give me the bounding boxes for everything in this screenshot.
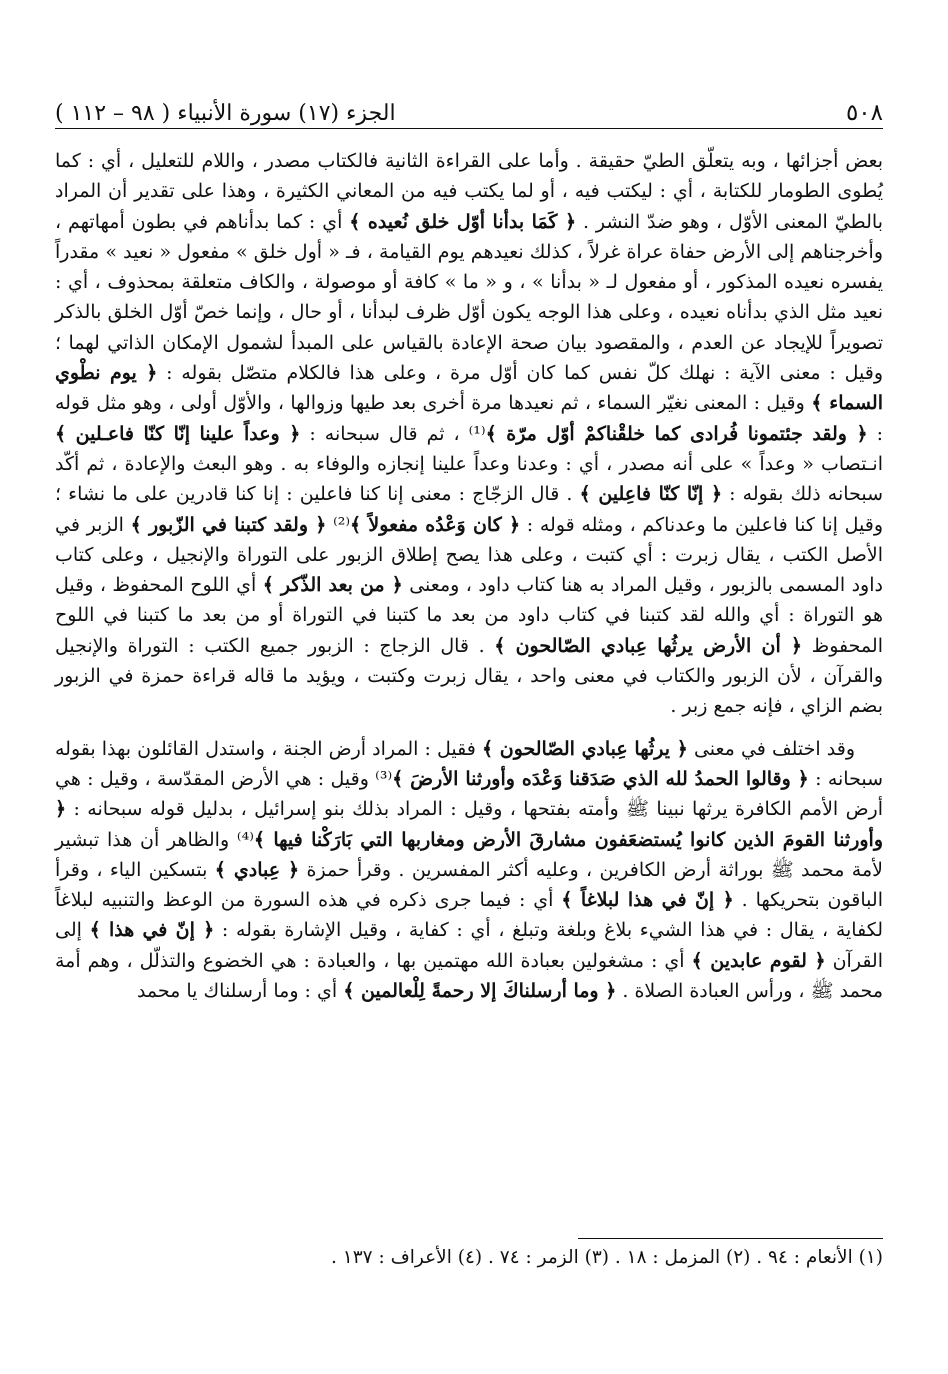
text-run: الزبر في الأصل الكتب ، يقال زبرت : أي كتبت ، وعلى هذا يصح إطلاق الزبور على التوراة والإنجيل ، وعلى كتاب داود المسمى بالزبور ، وقيل المراد به هنا كتاب داود ، ومعنى bbox=[55, 513, 883, 597]
quran-verse: ﴿ إنّا كنّا فاعِلين ﴾ bbox=[579, 483, 723, 506]
paragraph-2 bbox=[55, 734, 883, 1007]
text-run: بتسكين الياء ، وقرأ الباقون بتحريكها . bbox=[55, 858, 883, 912]
quran-verse: ﴿ كَمَا بدأنا أوّل خلق نُعيده ﴾ bbox=[349, 210, 577, 233]
quran-verse: ﴿ ولقد كتبنا في الزّبور ﴾ bbox=[130, 513, 327, 536]
quran-verse: ﴿ ولقد جئتمونا فُرادى كما خلقْناكمْ أوّل مرّة ﴾ bbox=[485, 422, 868, 445]
text-run: . قال الزجاج : الزبور جميع الكتب : التوراة والإنجيل والقرآن ، لأن الزبور والكتاب في معنى واحد ، يقال زبرت وكتبت ، ويؤيد ما قاله قراءة حمزة في الزبور بضم الزاي ، فإنه جمع زبر . bbox=[55, 634, 883, 718]
page-header bbox=[55, 92, 883, 126]
page-number: ٥٠٨ bbox=[845, 100, 883, 126]
quran-verse: ﴿ يرثُها عِبادي الصّالحون ﴾ bbox=[481, 737, 688, 760]
quran-verse: ﴿ كان وَعْدُه مفعولاً ﴾ bbox=[350, 513, 521, 536]
text-run: أي اللوح المحفوظ ، وقيل هو التوراة : أي والله لقد كتبنا في كتاب داود من بعد ما كتبنا في التوراة أو من بعد ما كتبنا في اللوح المحفوظ bbox=[55, 574, 883, 657]
quran-verse: ﴿ عِبادي ﴾ bbox=[214, 858, 300, 881]
quran-verse: ﴿ أن الأرض يرثُها عِبادي الصّالحون ﴾ bbox=[494, 634, 803, 657]
quran-verse: ﴿ يوم نطْوي السماء ﴾ bbox=[55, 362, 883, 415]
footnote-divider bbox=[578, 1238, 883, 1239]
text-run: أي : وما أرسلناك يا محمد bbox=[136, 980, 344, 1003]
quran-verse: ﴿ من بعد الذّكر ﴾ bbox=[262, 574, 403, 597]
quran-verse: ﴿ وأورثنا القومَ الذين كانوا يُستضعَفون مشارقَ الأرض ومغاربها التي بَارَكْنا فيها ﴾ bbox=[55, 798, 883, 851]
text-run: أي : فيما جرى ذكره في هذه السورة من الوعظ والتنبيه لبلاغاً لكفاية ، يقال : في هذا الشيء بلاغ وبلغة وتبلغ ، أي : كفاية ، وقيل الإشارة بقوله : bbox=[55, 889, 883, 942]
quran-verse: ﴿ إنّ في هذا لبلاغاً ﴾ bbox=[561, 889, 734, 912]
quran-verse: ﴿ إنّ في هذا ﴾ bbox=[89, 919, 215, 942]
header-divider bbox=[55, 128, 883, 129]
footnotes: (١) الأنعام : ٩٤ . (٢) المزمل : ١٨ . (٣) الزمر : ٧٤ . (٤) الأعراف : ١٣٧ . bbox=[331, 1247, 883, 1268]
quran-verse: ﴿ وقالوا الحمدُ لله الذي صَدَقنا وَعْدَه وأورثنا الأرضَ ﴾ bbox=[392, 767, 809, 790]
text-run: إلى القرآن bbox=[55, 919, 883, 972]
quran-verse: ﴿ وما أرسلناكَ إلا رحمةً لِلْعالمين ﴾ bbox=[343, 980, 617, 1003]
footnote-ref: ⁽²⁾ bbox=[326, 513, 351, 536]
footnote-ref: ⁽¹⁾ ، ثم قال سبحانه : bbox=[300, 422, 486, 445]
footnote-ref: ⁽⁴⁾ والظاهر أن هذا تبشير لأمة محمد ﷺ بوراثة أرض الكافرين ، وعليه أكثر المفسرين . وقرأ حمزة bbox=[55, 828, 884, 881]
footnote-ref: ⁽³⁾ وقيل : هي الأرض المقدّسة ، وقيل : هي أرض الأمم الكافرة يرثها نبينا ﷺ وأمته بفتحها ، وقيل : المراد بذلك بنو إسرائيل ، بدليل قوله سبحانه : bbox=[55, 767, 883, 821]
running-title: الجزء (١٧) سورة الأنبياء ( ٩٨ – ١١٢ ) bbox=[55, 101, 396, 126]
text-run: فقيل : المراد أرض الجنة ، واستدل القائلون بهذا بقوله سبحانه : bbox=[55, 737, 883, 790]
main-text bbox=[55, 146, 883, 1006]
text-run: وقيل : المعنى نغيّر السماء ، ثم نعيدها مرة أخرى بعد طيها وزوالها ، والأوّل أولى ، وهو مثل قوله : bbox=[55, 392, 883, 445]
text-run: انـتصاب « وعداً » على أنه مصدر ، أي : وعدنا وعداً علينا إنجازه والوفاء به . وهو البعث والإعادة ، ثم أكّد سبحانه ذلك بقوله : bbox=[55, 452, 883, 506]
paragraph-1 bbox=[55, 146, 883, 722]
text-run: . قال الزجّاج : معنى إنا كنا فاعلين : إنا كنا قادرين على ما نشاء ؛ وقيل إنا كنا فاعلين ما وعدناكم ، ومثله قوله : bbox=[55, 483, 883, 536]
text-run: وقد اختلف في معنى bbox=[687, 737, 855, 760]
quran-verse: ﴿ وعداً علينا إنّا كنّا فاعـلين ﴾ bbox=[55, 422, 301, 445]
quran-verse: ﴿ لقوم عابدين ﴾ bbox=[691, 949, 826, 972]
text-run: أي : مشغولين بعبادة الله مهتمين بها ، والعبادة : هي الخضوع والتذلّل ، وهم أمة محمد ﷺ ، ورأس العبادة الصلاة . bbox=[55, 949, 883, 1003]
text-run: أي : كما بدأناهم في بطون أمهاتهم ، وأخرجناهم إلى الأرض حفاة عراة غرلاً ، كذلك نعيدهم يوم القيامة ، فـ « أول خلق » مفعول « نعيد » مقدراً يفسره نعيده المذكور ، أو مفعول لـ « بدأنا » ، و « ما » كافة أو موصولة ، والكاف متعلقة بمحذوف ، أي : نعيد مثل الذي بدأناه نعيده ، وعلى هذا الوجه يكون أوّل ظرف لبدأنا ، أو حال ، وإنما خصّ أوّل الخلق بالذكر تصويراً للإيجاد عن العدم ، والمقصود بيان صحة الإعادة بالقياس على المبدأ لشمول الإمكان الذاتي لهما ؛ وقيل : معنى الآية : نهلك كلّ نفس كما كان أوّل مرة ، وعلى هذا فالكلام متصّل بقوله : bbox=[55, 210, 883, 385]
text-run: بعض أجزائها ، وبه يتعلّق الطيّ حقيقة . وأما على القراءة الثانية فالكتاب مصدر ، واللام للتعليل ، أي : كما يُطوى الطومار للكتابة ، أي : ليكتب فيه ، أو لما يكتب فيه من المعاني الكثيرة ، وهذا على تقدير أن المراد بالطيّ المعنى الأوّل ، وهو ضدّ النشر . bbox=[55, 150, 884, 233]
